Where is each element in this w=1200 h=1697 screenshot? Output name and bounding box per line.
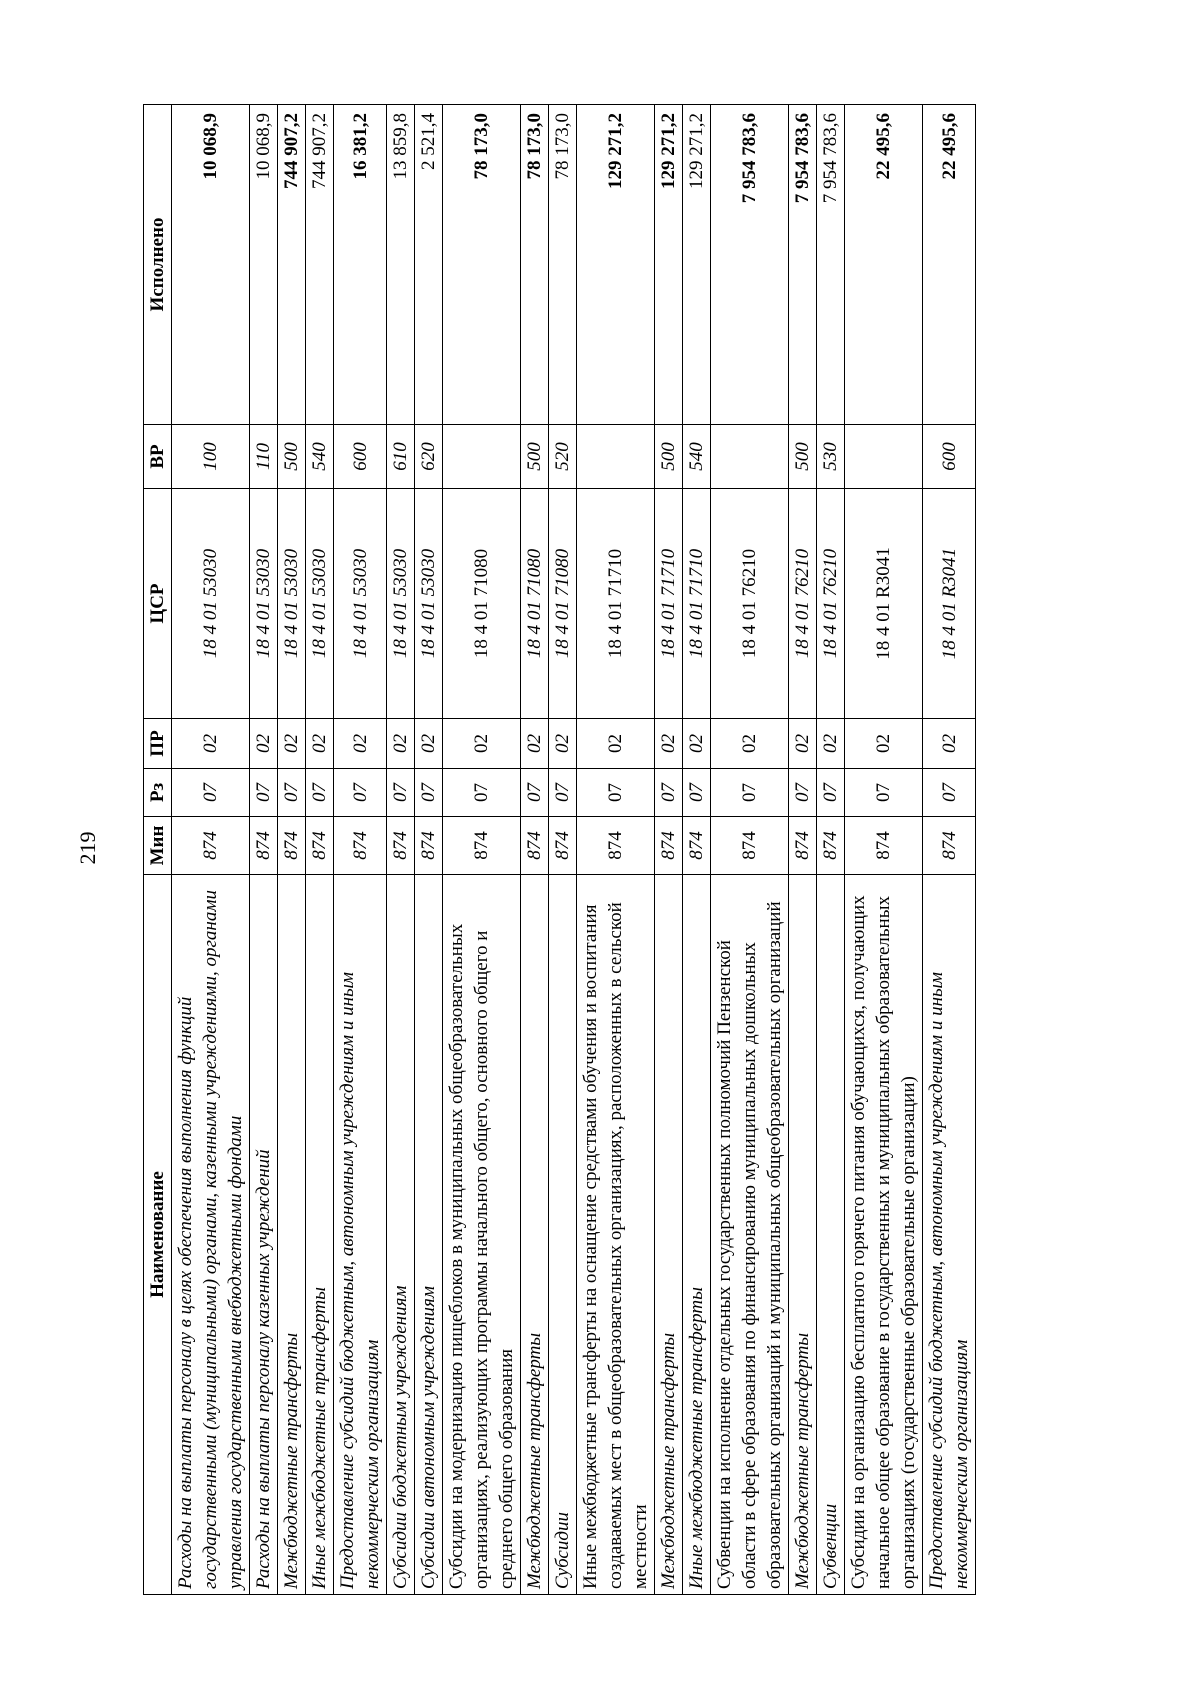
- cell-done: 129 271,2: [577, 105, 655, 425]
- table-row: [817, 105, 845, 1595]
- cell-csr: 18 4 01 53030: [306, 489, 334, 719]
- cell-done: 7 954 783,6: [789, 105, 817, 425]
- cell-vr: 100: [172, 425, 250, 489]
- cell-rz: 07: [577, 769, 655, 817]
- cell-name: Субсидии на модернизацию пищеблоков в муниципальных общеобразовательных организациях, реализующих программы начального общего, основного общего и среднего общего образования: [443, 875, 521, 1595]
- header-csr: ЦСР: [144, 489, 172, 719]
- cell-vr: 600: [334, 425, 387, 489]
- table-row: [250, 105, 278, 1595]
- cell-name: Межбюджетные трансферты: [655, 875, 683, 1595]
- cell-done: 78 173,0: [443, 105, 521, 425]
- cell-done: 129 271,2: [683, 105, 711, 425]
- header-done: Исполнено: [144, 105, 172, 425]
- cell-vr: 500: [789, 425, 817, 489]
- cell-min: 874: [306, 817, 334, 875]
- cell-done: 22 495,6: [923, 105, 976, 425]
- cell-name: Субвенции на исполнение отдельных государственных полномочий Пензенской области в сфере образования по финансированию муниципальных дошкольных образовательных организаций и муниципальных общеобразовательных организаций: [711, 875, 789, 1595]
- cell-pr: 02: [845, 719, 923, 769]
- cell-vr: 110: [250, 425, 278, 489]
- table-row: [387, 105, 415, 1595]
- header-name: Наименование: [144, 875, 172, 1595]
- cell-vr: [845, 425, 923, 489]
- cell-vr: [443, 425, 521, 489]
- cell-min: 874: [334, 817, 387, 875]
- cell-vr: 610: [387, 425, 415, 489]
- cell-vr: [711, 425, 789, 489]
- cell-done: 7 954 783,6: [817, 105, 845, 425]
- cell-vr: 500: [521, 425, 549, 489]
- cell-pr: 02: [278, 719, 306, 769]
- cell-csr: 18 4 01 76210: [817, 489, 845, 719]
- table-row: [923, 105, 976, 1595]
- cell-csr: 18 4 01 53030: [250, 489, 278, 719]
- cell-name: Расходы на выплаты персоналу в целях обеспечения выполнения функций государственными (муниципальными) органами, казенными учреждениями, органами управления государственными внебюджетными фондами: [172, 875, 250, 1595]
- cell-done: 10 068,9: [250, 105, 278, 425]
- cell-name: Иные межбюджетные трансферты на оснащение средствами обучения и воспитания создаваемых мест в общеобразовательных организациях, расположенных в сельской местности: [577, 875, 655, 1595]
- page-number: 219: [75, 831, 100, 865]
- cell-done: 22 495,6: [845, 105, 923, 425]
- cell-pr: 02: [549, 719, 577, 769]
- header-pr: ПР: [144, 719, 172, 769]
- table-row: [789, 105, 817, 1595]
- cell-pr: 02: [306, 719, 334, 769]
- table-row: [683, 105, 711, 1595]
- cell-name: Субсидии на организацию бесплатного горячего питания обучающихся, получающих начальное общее образование в государственных и муниципальных образовательных организациях (государственные образовательные организации): [845, 875, 923, 1595]
- cell-done: 7 954 783,6: [711, 105, 789, 425]
- cell-pr: 02: [711, 719, 789, 769]
- cell-pr: 02: [923, 719, 976, 769]
- cell-name: Расходы на выплаты персоналу казенных учреждений: [250, 875, 278, 1595]
- cell-csr: 18 4 01 53030: [387, 489, 415, 719]
- cell-vr: 520: [549, 425, 577, 489]
- cell-min: 874: [387, 817, 415, 875]
- cell-rz: 07: [549, 769, 577, 817]
- cell-done: 744 907,2: [278, 105, 306, 425]
- table-row: [415, 105, 443, 1595]
- cell-rz: 07: [306, 769, 334, 817]
- cell-name: Иные межбюджетные трансферты: [683, 875, 711, 1595]
- cell-rz: 07: [415, 769, 443, 817]
- cell-csr: 18 4 01 76210: [789, 489, 817, 719]
- cell-name: Субсидии автономным учреждениям: [415, 875, 443, 1595]
- cell-done: 16 381,2: [334, 105, 387, 425]
- cell-min: 874: [278, 817, 306, 875]
- cell-done: 2 521,4: [415, 105, 443, 425]
- cell-vr: 600: [923, 425, 976, 489]
- cell-name: Предоставление субсидий бюджетным, автономным учреждениям и иным некоммерческим организациям: [334, 875, 387, 1595]
- table-header-row: [144, 105, 172, 1595]
- cell-min: 874: [789, 817, 817, 875]
- cell-done: 78 173,0: [549, 105, 577, 425]
- cell-name: Субвенции: [817, 875, 845, 1595]
- cell-min: 874: [683, 817, 711, 875]
- cell-name: Предоставление субсидий бюджетным, автономным учреждениям и иным некоммерческим организациям: [923, 875, 976, 1595]
- table-row: [845, 105, 923, 1595]
- cell-vr: 500: [655, 425, 683, 489]
- cell-name: Субсидии: [549, 875, 577, 1595]
- cell-pr: 02: [443, 719, 521, 769]
- cell-rz: 07: [334, 769, 387, 817]
- cell-min: 874: [577, 817, 655, 875]
- cell-min: 874: [250, 817, 278, 875]
- cell-csr: 18 4 01 53030: [334, 489, 387, 719]
- cell-rz: 07: [250, 769, 278, 817]
- cell-rz: 07: [172, 769, 250, 817]
- cell-csr: 18 4 01 71710: [655, 489, 683, 719]
- cell-csr: 18 4 01 71080: [443, 489, 521, 719]
- cell-min: 874: [549, 817, 577, 875]
- cell-pr: 02: [334, 719, 387, 769]
- cell-csr: 18 4 01 R3041: [845, 489, 923, 719]
- table-row: [172, 105, 250, 1595]
- table-row: [521, 105, 549, 1595]
- cell-name: Иные межбюджетные трансферты: [306, 875, 334, 1595]
- table-body: [172, 105, 976, 1595]
- cell-vr: [577, 425, 655, 489]
- table-row: [711, 105, 789, 1595]
- cell-pr: 02: [387, 719, 415, 769]
- cell-csr: 18 4 01 53030: [172, 489, 250, 719]
- table-row: [278, 105, 306, 1595]
- cell-done: 13 859,8: [387, 105, 415, 425]
- cell-min: 874: [655, 817, 683, 875]
- cell-vr: 500: [278, 425, 306, 489]
- cell-rz: 07: [817, 769, 845, 817]
- table-row: [655, 105, 683, 1595]
- cell-pr: 02: [655, 719, 683, 769]
- cell-pr: 02: [789, 719, 817, 769]
- cell-vr: 540: [683, 425, 711, 489]
- header-vr: ВР: [144, 425, 172, 489]
- cell-name: Межбюджетные трансферты: [521, 875, 549, 1595]
- table-row: [577, 105, 655, 1595]
- cell-csr: 18 4 01 71080: [521, 489, 549, 719]
- cell-pr: 02: [683, 719, 711, 769]
- cell-csr: 18 4 01 53030: [278, 489, 306, 719]
- cell-done: 129 271,2: [655, 105, 683, 425]
- header-min: Мин: [144, 817, 172, 875]
- cell-pr: 02: [250, 719, 278, 769]
- cell-name: Субсидии бюджетным учреждениям: [387, 875, 415, 1595]
- cell-csr: 18 4 01 R3041: [923, 489, 976, 719]
- cell-rz: 07: [683, 769, 711, 817]
- cell-pr: 02: [415, 719, 443, 769]
- table-row: [306, 105, 334, 1595]
- table-row: [443, 105, 521, 1595]
- cell-rz: 07: [278, 769, 306, 817]
- cell-done: 78 173,0: [521, 105, 549, 425]
- cell-name: Межбюджетные трансферты: [789, 875, 817, 1595]
- cell-rz: 07: [789, 769, 817, 817]
- cell-pr: 02: [577, 719, 655, 769]
- cell-min: 874: [172, 817, 250, 875]
- rotated-table-container: [143, 105, 1053, 1595]
- cell-vr: 530: [817, 425, 845, 489]
- cell-pr: 02: [521, 719, 549, 769]
- cell-pr: 02: [172, 719, 250, 769]
- cell-rz: 07: [655, 769, 683, 817]
- cell-csr: 18 4 01 71080: [549, 489, 577, 719]
- cell-rz: 07: [845, 769, 923, 817]
- cell-min: 874: [923, 817, 976, 875]
- cell-done: 744 907,2: [306, 105, 334, 425]
- cell-name: Межбюджетные трансферты: [278, 875, 306, 1595]
- cell-vr: 620: [415, 425, 443, 489]
- cell-csr: 18 4 01 76210: [711, 489, 789, 719]
- cell-min: 874: [845, 817, 923, 875]
- cell-min: 874: [443, 817, 521, 875]
- cell-min: 874: [817, 817, 845, 875]
- table-row: [549, 105, 577, 1595]
- cell-done: 10 068,9: [172, 105, 250, 425]
- budget-table: [143, 104, 976, 1595]
- cell-min: 874: [521, 817, 549, 875]
- cell-csr: 18 4 01 71710: [577, 489, 655, 719]
- table-row: [334, 105, 387, 1595]
- cell-csr: 18 4 01 53030: [415, 489, 443, 719]
- cell-rz: 07: [387, 769, 415, 817]
- cell-pr: 02: [817, 719, 845, 769]
- cell-rz: 07: [521, 769, 549, 817]
- cell-vr: 540: [306, 425, 334, 489]
- cell-rz: 07: [923, 769, 976, 817]
- cell-rz: 07: [711, 769, 789, 817]
- cell-min: 874: [711, 817, 789, 875]
- cell-rz: 07: [443, 769, 521, 817]
- header-rz: Рз: [144, 769, 172, 817]
- cell-csr: 18 4 01 71710: [683, 489, 711, 719]
- cell-min: 874: [415, 817, 443, 875]
